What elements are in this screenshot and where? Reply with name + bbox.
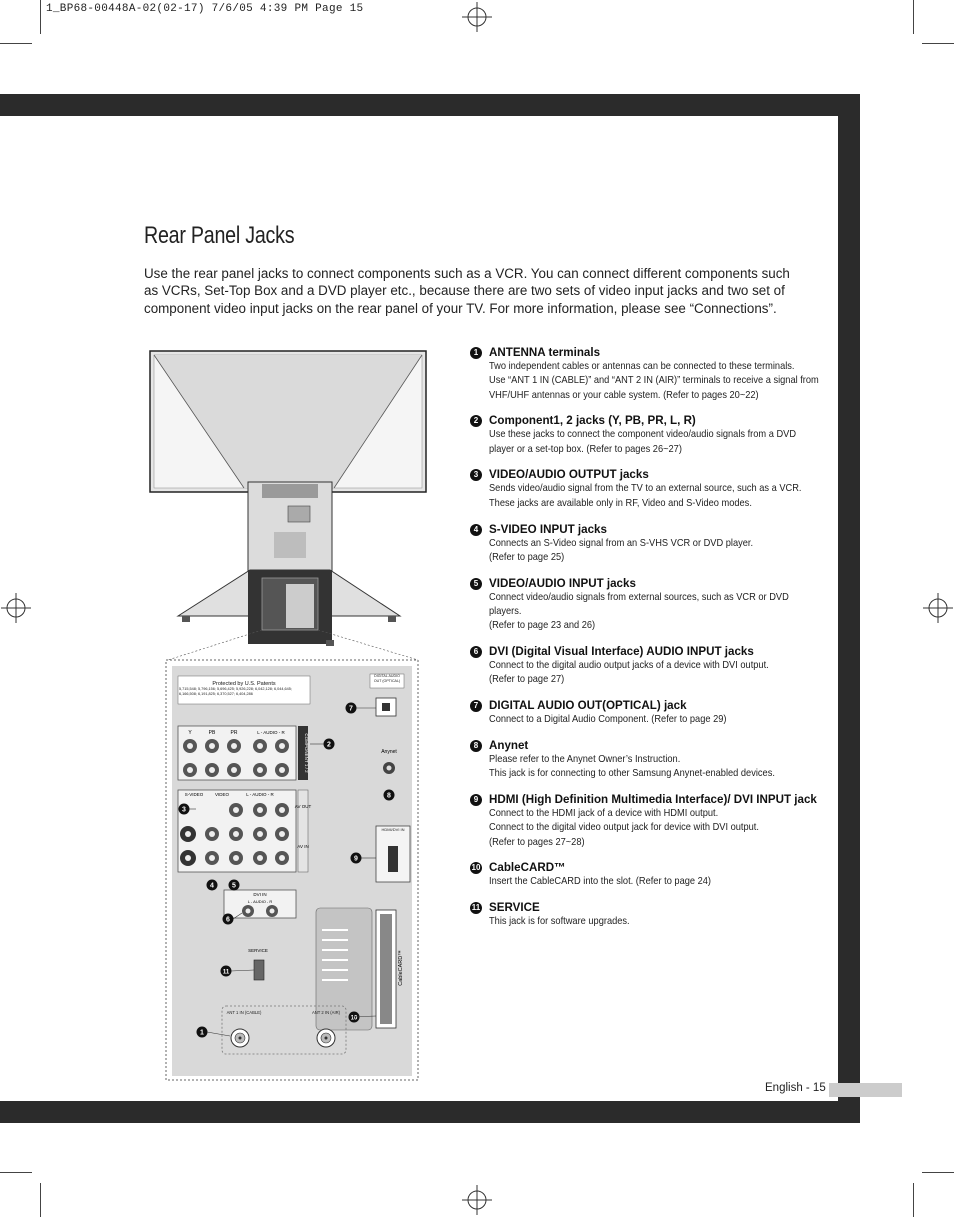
footer-bar — [829, 1083, 902, 1097]
ant2-label: ANT 2 IN (AIR) — [311, 1010, 341, 1015]
svg-text:11: 11 — [222, 969, 230, 976]
jack-description-list — [470, 346, 820, 941]
item-description: Insert the CableCARD into the slot. (Refer to page 24) — [489, 876, 712, 888]
svg-text:2: 2 — [327, 741, 331, 749]
ant1-label: ANT 1 IN (CABLE) — [226, 1010, 262, 1015]
item-description: Connects an S-Video signal from an S-VHS VCR or DVD player. (Refer to page 25) — [489, 537, 754, 563]
svg-text:10: 10 — [350, 1015, 358, 1022]
callout-1 — [197, 1027, 208, 1038]
callout-2 — [324, 739, 335, 750]
anynet-jack[interactable] — [383, 762, 395, 774]
item-number: 6 — [470, 646, 482, 658]
item-title: S-VIDEO INPUT jacks — [489, 522, 607, 536]
item-title: Component1, 2 jacks (Y, PB, PR, L, R) — [489, 414, 696, 428]
crop-mark — [922, 1172, 954, 1173]
crop-mark — [913, 1183, 914, 1217]
item-description: Use these jacks to connect the component video/audio signals from a DVD player or a set-top box. (Refer to pages 26~27) — [489, 429, 797, 455]
item-number: 8 — [470, 740, 482, 752]
svg-text:3: 3 — [182, 806, 186, 814]
crop-mark — [40, 0, 41, 34]
list-item — [470, 699, 820, 727]
page-title: Rear Panel Jacks — [144, 222, 295, 249]
item-title: Anynet — [489, 738, 529, 752]
item-description: Connect video/audio signals from external sources, such as VCR or DVD players. (Refer to page 23 and 26) — [489, 591, 789, 632]
page-frame-top — [0, 94, 860, 116]
svg-text:4: 4 — [210, 882, 214, 890]
callout-5 — [229, 880, 240, 891]
ant2-jack[interactable] — [317, 1029, 335, 1047]
av-in-label: AV IN — [297, 844, 309, 849]
list-item — [470, 861, 820, 889]
rear-panel-figure — [148, 348, 430, 1093]
list-item — [470, 739, 820, 782]
svideo-label: S-VIDEO — [184, 792, 204, 797]
callout-3 — [179, 804, 190, 815]
crop-mark — [0, 43, 32, 44]
item-number: 3 — [470, 469, 482, 481]
item-number: 5 — [470, 578, 482, 590]
hdmi-label: HDMI/DVI IN — [381, 827, 405, 832]
rear-panel-diagram — [148, 348, 430, 1088]
item-number: 7 — [470, 700, 482, 712]
item-title: DVI (Digital Visual Interface) AUDIO INPUT jacks — [489, 645, 754, 659]
item-title: HDMI (High Definition Multimedia Interface)/ DVI INPUT jack — [489, 793, 817, 807]
item-title: VIDEO/AUDIO INPUT jacks — [489, 576, 636, 590]
item-title: DIGITAL AUDIO OUT(OPTICAL) jack — [489, 699, 687, 713]
cablecard-label: CableCARD™ — [398, 950, 404, 986]
av-audio-label: L - AUDIO - R — [246, 792, 274, 797]
list-item — [470, 645, 820, 688]
item-title: ANTENNA terminals — [489, 346, 601, 359]
crop-mark — [40, 1183, 41, 1217]
dvi-audio-label: L - AUDIO - R — [247, 899, 273, 904]
item-description: Connect to a Digital Audio Component. (Refer to page 29) — [489, 714, 727, 726]
anynet-label: Anynet — [381, 749, 397, 755]
callout-6 — [223, 914, 234, 925]
list-item — [470, 468, 820, 511]
item-description: Sends video/audio signal from the TV to an external source, such as a VCR. These jacks are available only in RF, Video and S-Video modes. — [489, 483, 802, 509]
page-frame-right — [838, 94, 860, 1123]
page-footer: English - 15 — [765, 1082, 826, 1094]
list-item — [470, 523, 820, 566]
list-item — [470, 346, 820, 403]
item-number: 11 — [471, 903, 481, 913]
svg-text:8: 8 — [387, 792, 391, 800]
callout-4 — [207, 880, 218, 891]
svg-text:1: 1 — [200, 1029, 204, 1037]
dvi-in-label: DVI IN — [253, 892, 267, 897]
registration-mark-icon — [462, 1185, 492, 1215]
item-description: Two independent cables or antennas can be connected to these terminals. Use “ANT 1 IN (CABLE)” and “ANT 2 IN (AIR)” terminals to receive a signal from VHF/UHF antennas or your cable system. (Refer to pages 20~22) — [489, 361, 819, 401]
list-item — [470, 577, 820, 634]
item-description: This jack is for software upgrades. — [489, 916, 630, 928]
item-description: Connect to the digital audio output jacks of a device with DVI output. (Refer to page 27) — [489, 660, 769, 686]
video-label: VIDEO — [214, 792, 230, 797]
component-label-pr: PR — [230, 730, 238, 736]
crop-mark — [922, 43, 954, 44]
page-frame-bottom — [0, 1101, 860, 1123]
item-number: 9 — [470, 794, 482, 806]
ant1-jack[interactable] — [231, 1029, 249, 1047]
list-item — [470, 414, 820, 457]
patent-header: Protected by U.S. Patents — [212, 681, 276, 687]
component-label-pb: PB — [208, 730, 216, 736]
item-title: VIDEO/AUDIO OUTPUT jacks — [489, 468, 649, 482]
item-number: 1 — [470, 347, 482, 359]
item-description: Connect to the HDMI jack of a device with HDMI output. Connect to the digital video output jack for device with DVI output. (Refer to pages 27~28) — [489, 808, 759, 848]
item-number: 2 — [470, 415, 482, 427]
callout-11 — [221, 966, 232, 977]
print-slug: 1_BP68-00448A-02(02-17) 7/6/05 4:39 PM Page 15 — [46, 3, 364, 15]
crop-mark — [0, 1172, 32, 1173]
service-jack[interactable] — [254, 960, 264, 980]
item-number: 10 — [471, 863, 481, 873]
svg-text:7: 7 — [349, 705, 353, 713]
callout-9 — [351, 853, 362, 864]
component-side-label: COMPONENT 1 / 2 — [304, 733, 309, 773]
av-out-label: AV OUT — [294, 804, 312, 809]
svg-text:6: 6 — [226, 916, 230, 924]
patent-numbers: 5,715,548; 5,796,156; 5,696,425; 5,926,228; 6,042,128; 6,044,645; 6,166,508; 6,191,825; 6,370,527; 6,404,286 — [179, 687, 292, 696]
optical-label: DIGITAL AUDIO OUT (OPTICAL) — [373, 674, 401, 683]
item-title: CableCARD™ — [489, 861, 566, 875]
callout-7 — [346, 703, 357, 714]
item-number: 4 — [470, 524, 482, 536]
crop-mark — [913, 0, 914, 34]
callout-8 — [384, 790, 395, 801]
registration-mark-icon — [1, 593, 31, 623]
registration-mark-icon — [923, 593, 953, 623]
list-item — [470, 901, 820, 929]
service-label: SERVICE — [248, 948, 268, 953]
component-label-audio: L - AUDIO - R — [257, 730, 285, 735]
svg-text:9: 9 — [354, 855, 358, 863]
list-item — [470, 793, 820, 850]
item-title: SERVICE — [489, 901, 540, 915]
svg-text:5: 5 — [232, 882, 236, 890]
component-label-y: Y — [188, 730, 192, 736]
registration-mark-icon — [462, 2, 492, 32]
hdmi-jack[interactable] — [388, 846, 398, 872]
intro-paragraph: Use the rear panel jacks to connect components such as a VCR. You can connect different components such as VCRs, Set-Top Box and a DVD player etc., because there are two sets of video input jacks and two set of component video input jacks on the rear panel of your TV. For more information, please see “Connections”. — [144, 266, 790, 316]
item-description: Please refer to the Anynet Owner’s Instruction. This jack is for connecting to other Samsung Anynet-enabled devices. — [489, 753, 775, 780]
